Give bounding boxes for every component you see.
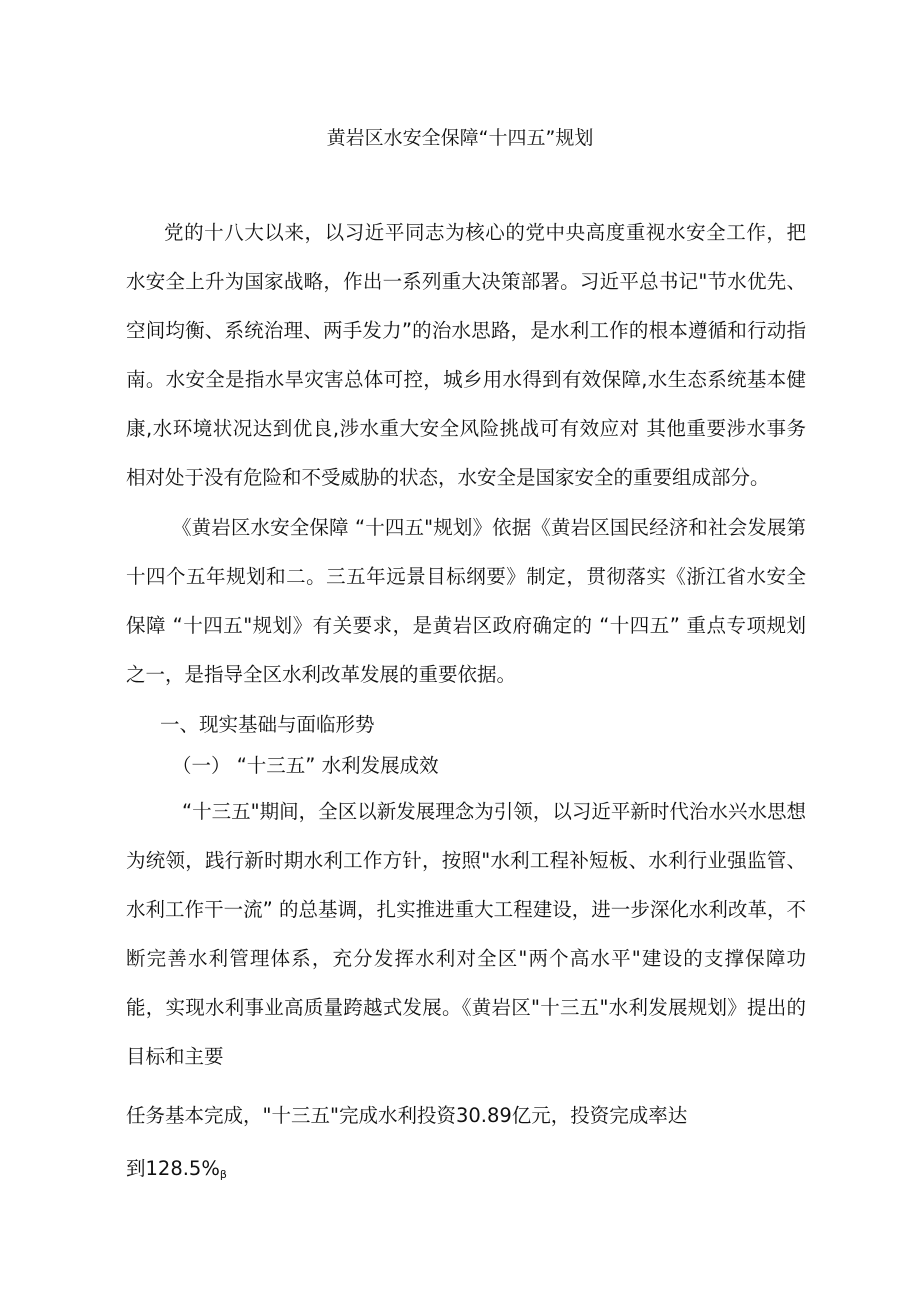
- completion-rate-text: 到128.5%: [126, 1157, 220, 1180]
- paragraph-completion-rate: [126, 1144, 806, 1199]
- section-heading: 一、现实基础与面临形势: [160, 713, 375, 736]
- completion-rate-mark: β: [219, 1168, 227, 1181]
- paragraph-plan-basis: 《黄岩区水安全保障 “十四五"规划》依据《黄岩区国民经济和社会发展第十四个五年规划和二。三五年远景目标纲要》制定，贯彻落实《浙江省水安全保障 “十四五"规划》有关要求，是黄岩区政府确定的 “十四五” 重点专项规划之一，是指导全区水利改革发展的重要依据。: [126, 516, 806, 686]
- paragraph-achievements: “十三五"期间，全区以新发展理念为引领，以习近平新时代治水兴水思想为统领，践行新时期水利工作方针，按照"水利工程补短板、水利行业强监管、水利工作干一流” 的总基调，扎实推进重大工程建设，进一步深化水利改革，不断完善水利管理体系，充分发挥水利对全区"两个高水平"建设的支撑保障功能，实现水利事业高质量跨越式发展。《黄岩区"十三五"水利发展规划》提出的目标和主要: [126, 800, 806, 1068]
- paragraph-investment: 任务基本完成，"十三五"完成水利投资30.89亿元，投资完成率达: [126, 1104, 688, 1127]
- document-title: 黄岩区水安全保障“十四五”规划: [326, 127, 594, 149]
- subsection-heading: （一） “十三五” 水利发展成效: [172, 754, 439, 777]
- paragraph-intro: 党的十八大以来，以习近平同志为核心的党中央高度重视水安全工作，把水安全上升为国家战略，作出一系列重大决策部署。习近平总书记"节水优先、空间均衡、系统治理、两手发力”的治水思路，是水利工作的根本遵循和行动指南。水安全是指水旱灾害总体可控，城乡用水得到有效保障,水生态系统基本健康,水环境状况达到优良,涉水重大安全风险挑战可有效应对 其他重要涉水事务相对处于没有危险和不受威胁的状态，水安全是国家安全的重要组成部分。: [126, 221, 806, 489]
